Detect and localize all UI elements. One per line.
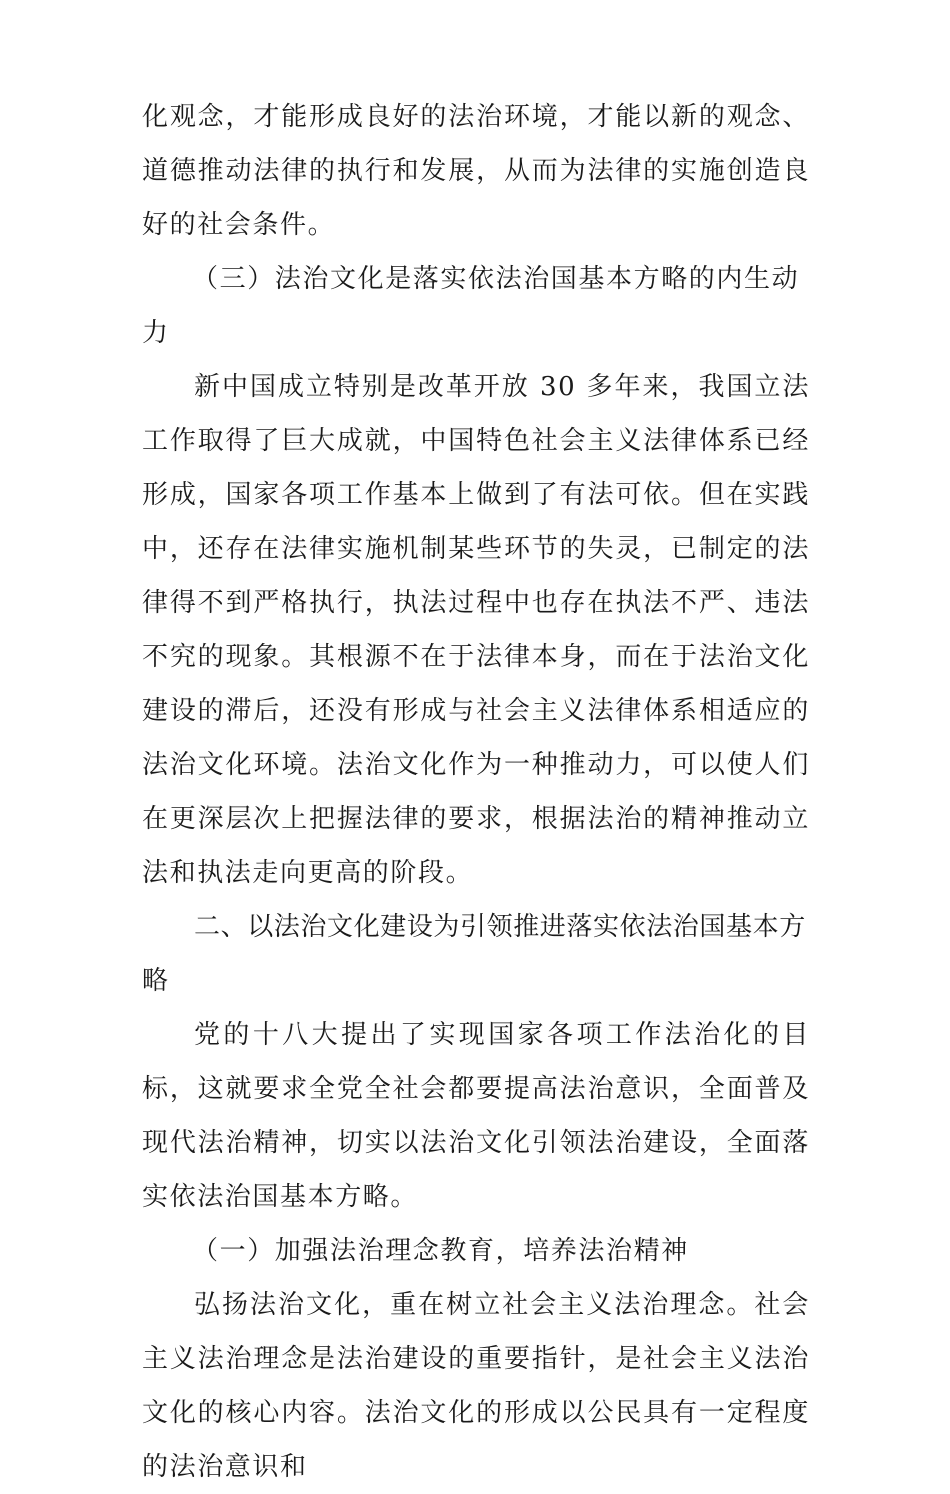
subheading-three: （三）法治文化是落实依法治国基本方略的内生动力: [142, 264, 800, 348]
paragraph-continued: 化观念，才能形成良好的法治环境，才能以新的观念、道德推动法律的执行和发展，从而为法律的实施创造良好的社会条件。: [142, 102, 810, 240]
paragraph-legislation: 新中国成立特别是改革开放 30 多年来，我国立法工作取得了巨大成就，中国特色社会主义法律体系已经形成，国家各项工作基本上做到了有法可依。但在实践中，还存在法律实施机制某些环节的失灵，已制定的法律得不到严格执行，执法过程中也存在执法不严、违法不究的现象。其根源不在于法律本身，而在于法治文化建设的滞后，还没有形成与社会主义法律体系相适应的法治文化环境。法治文化作为一种推动力，可以使人们在更深层次上把握法律的要求，根据法治的精神推动立法和执法走向更高的阶段。: [142, 372, 810, 888]
paragraph-eighteenth-congress: 党的十八大提出了实现国家各项工作法治化的目标，这就要求全党全社会都要提高法治意识，全面普及现代法治精神，切实以法治文化引领法治建设，全面落实依法治国基本方略。: [142, 1020, 810, 1212]
section-heading-two: 二、以法治文化建设为引领推进落实依法治国基本方略: [142, 912, 806, 996]
subheading-one: （一）加强法治理念教育，培养法治精神: [192, 1236, 689, 1266]
paragraph-rule-of-law-concept: 弘扬法治文化，重在树立社会主义法治理念。社会主义法治理念是法治建设的重要指针，是社会主义法治文化的核心内容。法治文化的形成以公民具有一定程度的法治意识和: [142, 1290, 810, 1482]
document-body: [142, 90, 810, 1494]
